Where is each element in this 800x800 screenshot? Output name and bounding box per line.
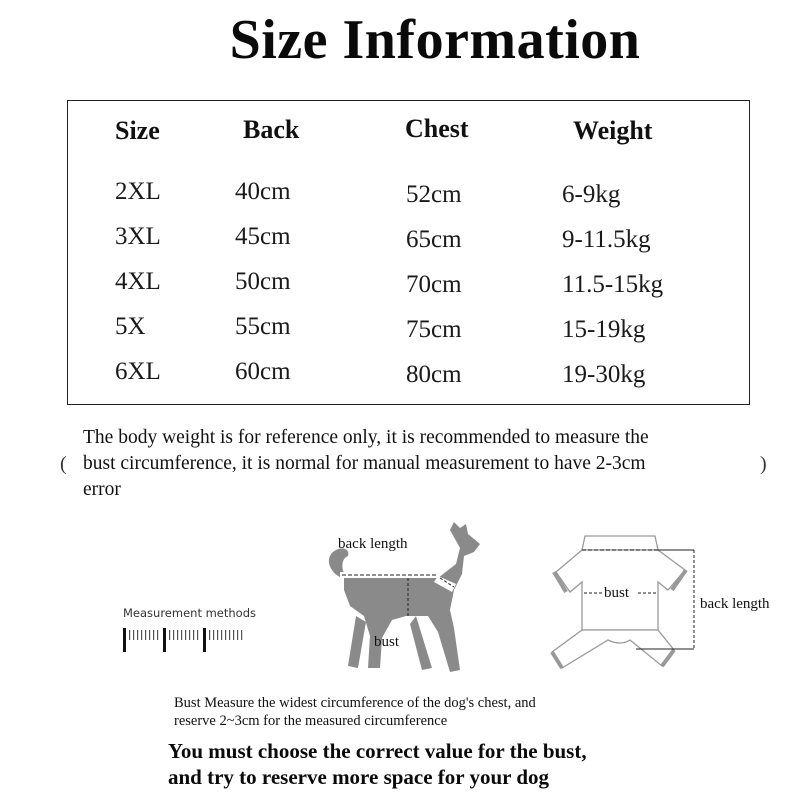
bust-measure-note <box>174 694 536 730</box>
open-paren: ( <box>60 453 67 475</box>
weight-disclaimer <box>83 425 763 503</box>
dog-back-length-label: back length <box>338 536 408 552</box>
measurement-methods-label: Measurement methods <box>123 606 257 620</box>
cell-chest: 65cm <box>406 226 462 253</box>
header-size: Size <box>115 116 160 145</box>
cell-back: 40cm <box>235 178 291 205</box>
cell-size: 6XL <box>115 358 161 385</box>
disclaimer-line: error <box>83 479 121 500</box>
cell-back: 55cm <box>235 313 291 340</box>
cell-back: 45cm <box>235 223 291 250</box>
cell-size: 5X <box>115 313 146 340</box>
cell-back: 60cm <box>235 358 291 385</box>
advice-note <box>168 738 587 790</box>
cell-size: 4XL <box>115 268 161 295</box>
cell-weight: 9-11.5kg <box>562 226 651 253</box>
ruler-icon <box>123 626 253 659</box>
dog-diagram <box>320 520 490 690</box>
garment-diagram <box>540 530 800 680</box>
cell-weight: 19-30kg <box>562 361 646 388</box>
disclaimer-line: The body weight is for reference only, it is recommended to measure the <box>83 427 649 448</box>
bust-note-line: Bust Measure the widest circumference of the dog's chest, and <box>174 695 536 711</box>
garment-bust-label: bust <box>604 585 630 601</box>
disclaimer-line: bust circumference, it is normal for manual measurement to have 2-3cm <box>83 453 646 474</box>
cell-chest: 75cm <box>406 316 462 343</box>
advice-line: and try to reserve more space for your dog <box>168 765 550 789</box>
cell-chest: 70cm <box>406 271 462 298</box>
page-title: Size Information <box>229 9 641 71</box>
cell-back: 50cm <box>235 268 291 295</box>
cell-weight: 15-19kg <box>562 316 646 343</box>
dog-bust-label: bust <box>374 634 400 650</box>
cell-size: 2XL <box>115 178 161 205</box>
cell-chest: 80cm <box>406 361 462 388</box>
cell-weight: 6-9kg <box>562 181 621 208</box>
cell-weight: 11.5-15kg <box>562 271 664 298</box>
bust-note-line: reserve 2~3cm for the measured circumference <box>174 713 448 729</box>
header-weight: Weight <box>573 116 653 145</box>
header-back: Back <box>243 115 300 144</box>
garment-back-length-label: back length <box>700 596 770 612</box>
size-table <box>67 100 750 405</box>
cell-chest: 52cm <box>406 181 462 208</box>
cell-size: 3XL <box>115 223 161 250</box>
close-paren: ) <box>760 453 767 475</box>
header-chest: Chest <box>405 114 469 143</box>
advice-line: You must choose the correct value for the bust, <box>168 739 587 763</box>
